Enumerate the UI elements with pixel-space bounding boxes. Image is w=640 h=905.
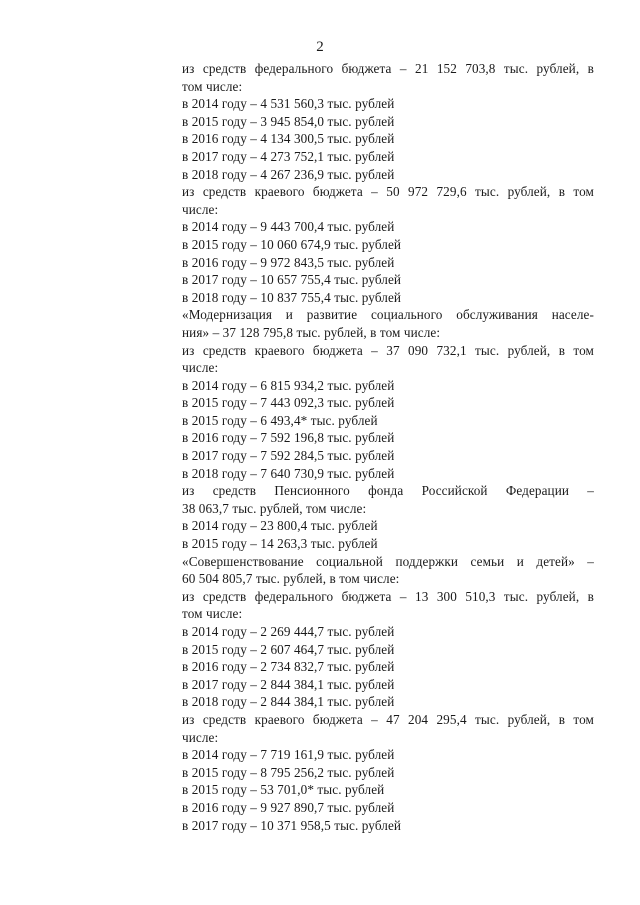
text-line: в 2014 году – 9 443 700,4 тыс. рублей (182, 219, 395, 235)
text-line: в 2018 году – 2 844 384,1 тыс. рублей (182, 694, 395, 710)
text-line: в 2016 году – 9 972 843,5 тыс. рублей (182, 254, 395, 270)
page-number: 2 (316, 39, 324, 55)
document-body (182, 60, 594, 834)
text-line: «Совершенствование социальной поддержки семьи и детей» – (182, 553, 594, 569)
text-line: из средств федерального бюджета – 21 152 703,8 тыс. рублей, в (182, 61, 594, 76)
text-line: числе: (182, 201, 219, 217)
text-line: из средств краевого бюджета – 47 204 295,4 тыс. рублей, в том (182, 711, 594, 727)
text-line: в 2016 году – 7 592 196,8 тыс. рублей (182, 430, 395, 446)
text-line: в 2017 году – 10 657 755,4 тыс. рублей (182, 272, 402, 288)
text-line: числе: (182, 729, 219, 745)
text-line: в 2015 году – 3 945 854,0 тыс. рублей (182, 113, 395, 129)
text-line: в 2015 году – 10 060 674,9 тыс. рублей (182, 236, 402, 252)
text-line: «Модернизация и развитие социального обслуживания населе- (182, 307, 594, 323)
text-line: в 2015 году – 7 443 092,3 тыс. рублей (182, 395, 395, 411)
text-line: в 2017 году – 7 592 284,5 тыс. рублей (182, 448, 395, 464)
text-line: в 2015 году – 14 263,3 тыс. рублей (182, 536, 378, 552)
text-line: том числе: (182, 78, 243, 94)
text-line: из средств федерального бюджета – 13 300 510,3 тыс. рублей, в (182, 588, 594, 604)
text-line: в 2015 году – 2 607 464,7 тыс. рублей (182, 641, 395, 657)
text-line: в 2015 году – 53 701,0* тыс. рублей (182, 782, 385, 798)
text-line: из средств краевого бюджета – 37 090 732,1 тыс. рублей, в том (182, 342, 594, 358)
text-line: в 2016 году – 2 734 832,7 тыс. рублей (182, 659, 395, 675)
text-line: в 2017 году – 10 371 958,5 тыс. рублей (182, 817, 402, 833)
text-line: ния» – 37 128 795,8 тыс. рублей, в том числе: (182, 324, 441, 340)
text-line: в 2016 году – 4 134 300,5 тыс. рублей (182, 131, 395, 147)
text-line: 38 063,7 тыс. рублей, том числе: (182, 500, 367, 516)
text-line: в 2018 году – 4 267 236,9 тыс. рублей (182, 166, 395, 182)
text-line: в 2014 году – 4 531 560,3 тыс. рублей (182, 96, 395, 112)
text-line: в 2014 году – 6 815 934,2 тыс. рублей (182, 377, 395, 393)
text-line: в 2017 году – 4 273 752,1 тыс. рублей (182, 148, 395, 164)
text-line: числе: (182, 360, 219, 376)
text-line: в 2017 году – 2 844 384,1 тыс. рублей (182, 676, 395, 692)
text-line: в 2018 году – 10 837 755,4 тыс. рублей (182, 289, 402, 305)
text-line: из средств краевого бюджета – 50 972 729,6 тыс. рублей, в том (182, 184, 594, 200)
text-line: том числе: (182, 606, 243, 622)
text-line: в 2014 году – 23 800,4 тыс. рублей (182, 518, 378, 534)
text-line: в 2014 году – 2 269 444,7 тыс. рублей (182, 624, 395, 639)
text-line: из средств Пенсионного фонда Российской Федерации – (182, 483, 594, 499)
text-line: в 2015 году – 6 493,4* тыс. рублей (182, 412, 378, 428)
text-line: 60 504 805,7 тыс. рублей, в том числе: (182, 571, 400, 587)
text-line: в 2018 году – 7 640 730,9 тыс. рублей (182, 465, 395, 481)
text-line: в 2015 году – 8 795 256,2 тыс. рублей (182, 764, 395, 780)
text-line: в 2016 году – 9 927 890,7 тыс. рублей (182, 799, 395, 815)
text-line: в 2014 году – 7 719 161,9 тыс. рублей (182, 747, 395, 763)
